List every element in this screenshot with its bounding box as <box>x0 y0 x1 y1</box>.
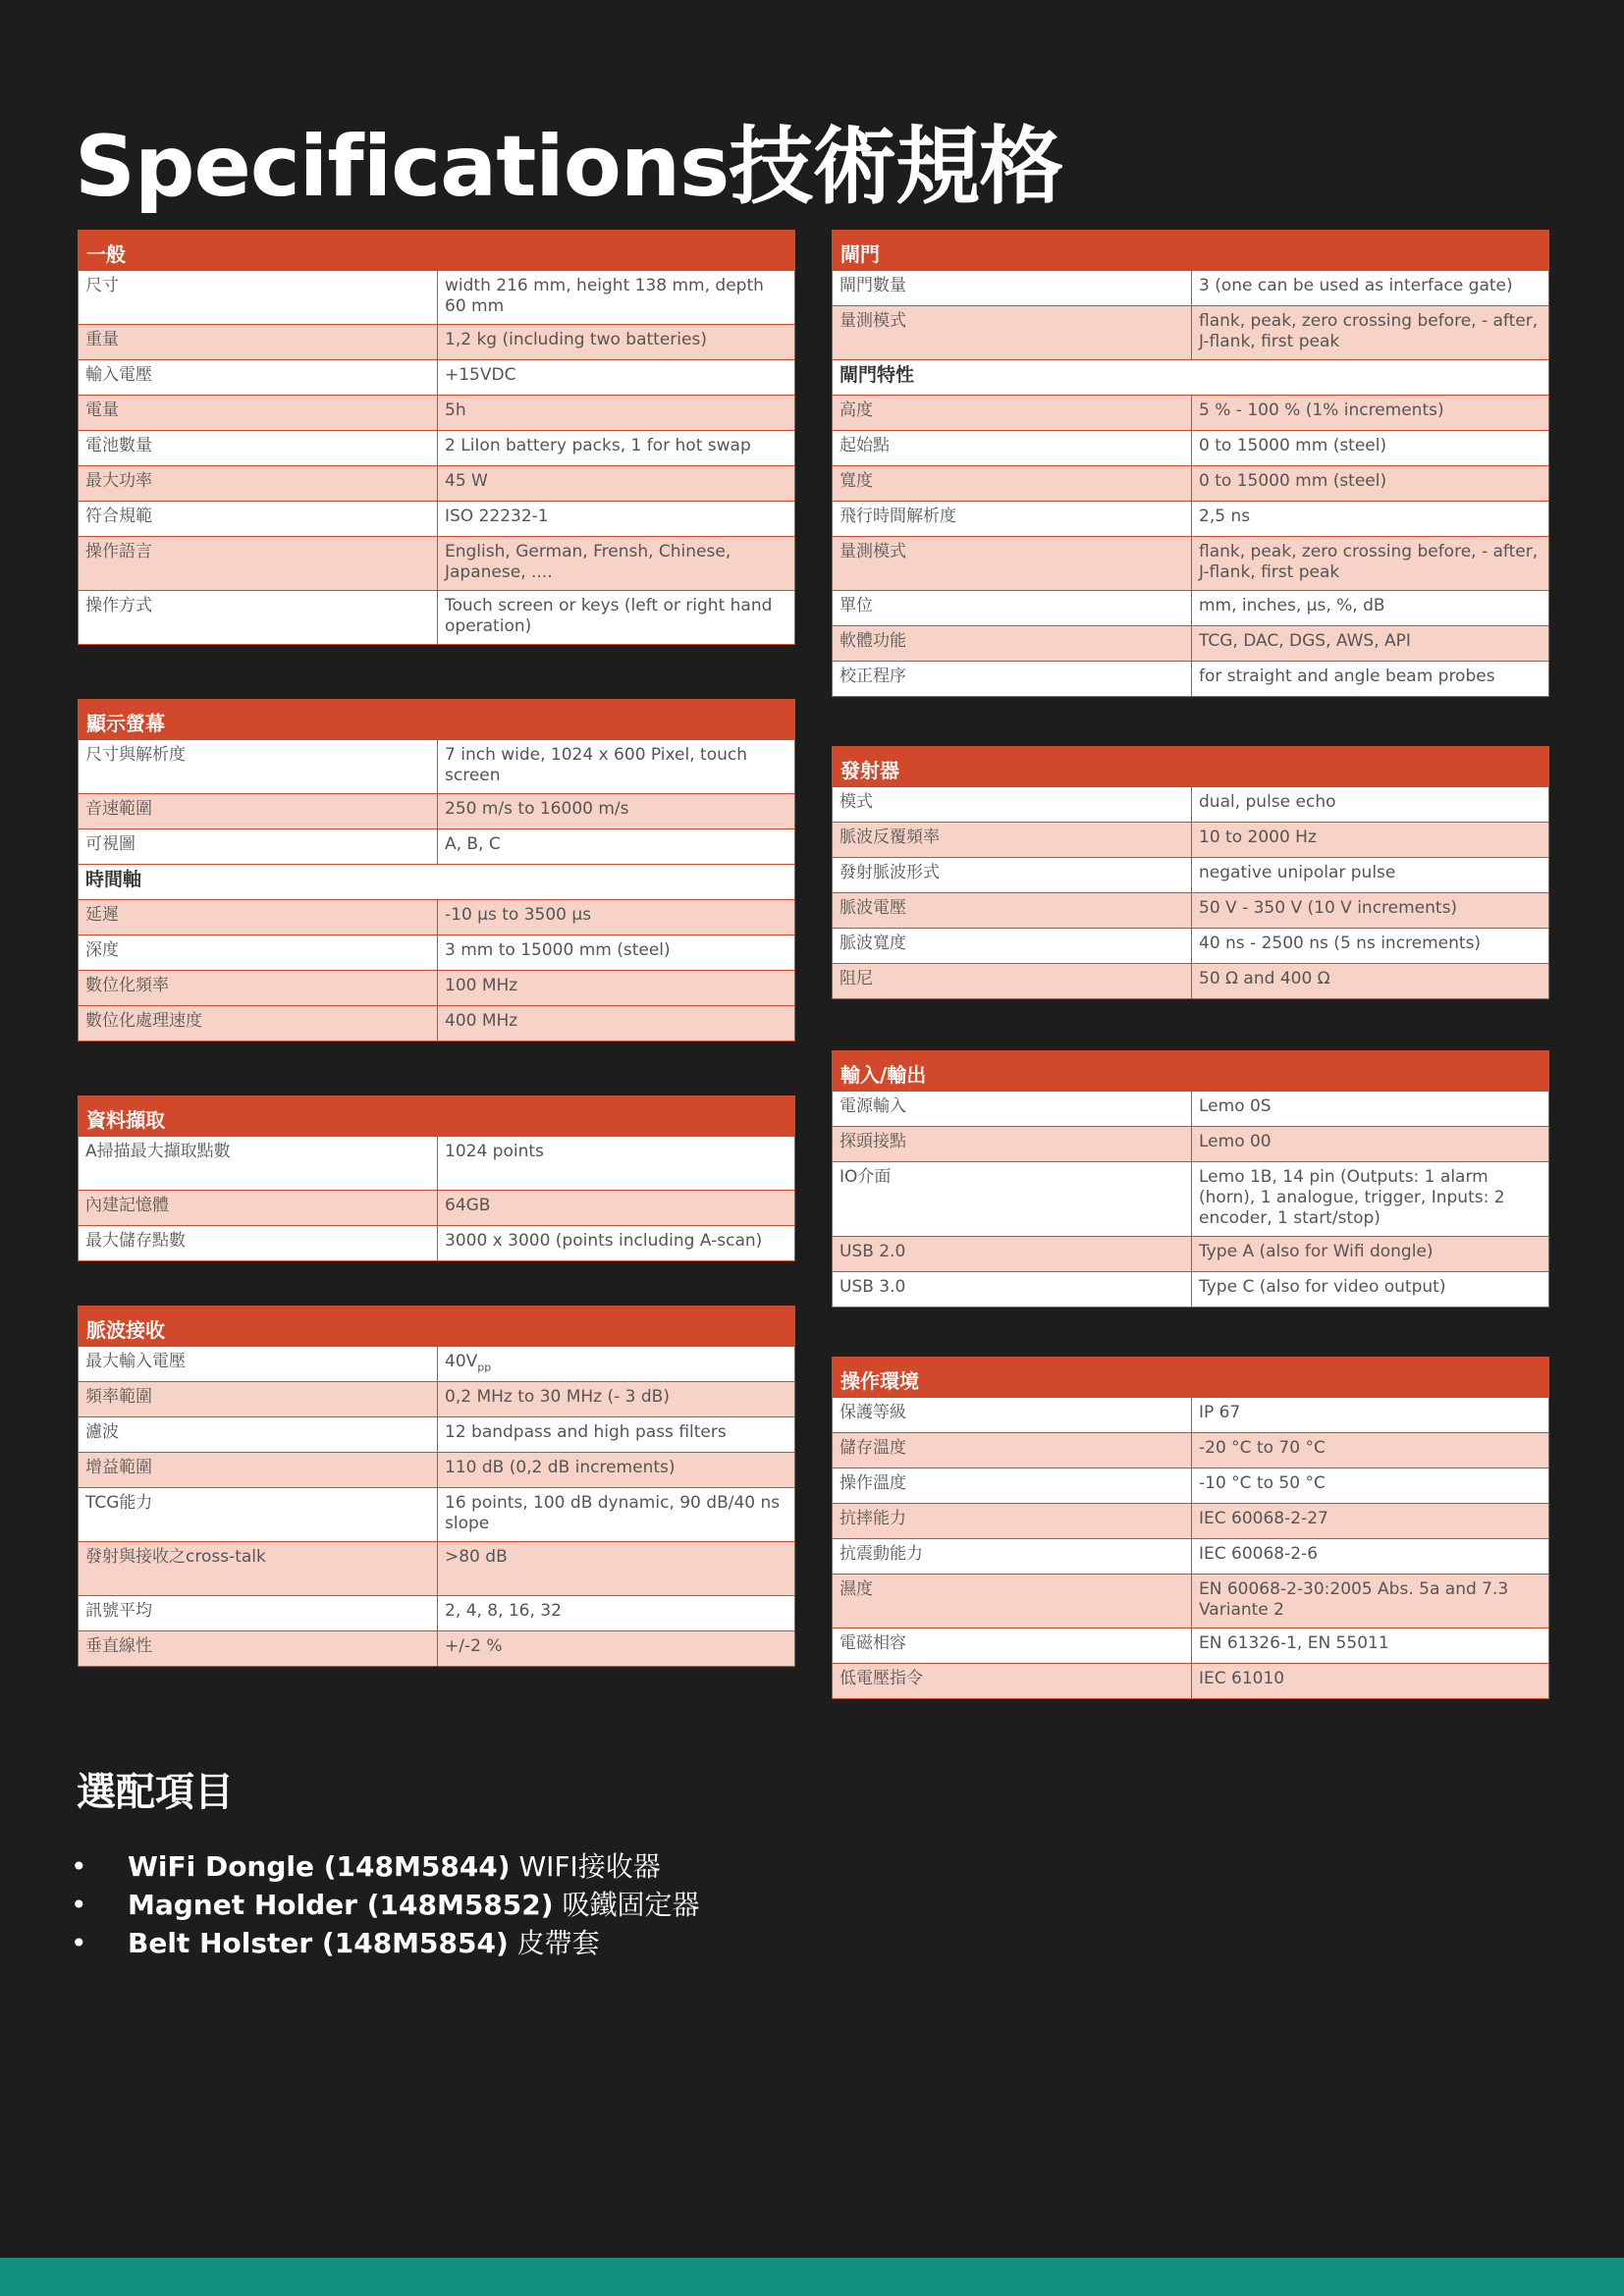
spec-label: 抗震動能力 <box>833 1539 1192 1575</box>
spec-label: 校正程序 <box>833 662 1192 697</box>
spec-value: Type A (also for Wifi dongle) <box>1192 1237 1549 1272</box>
max-input-value: 40V <box>445 1352 478 1371</box>
table-row <box>833 1629 1549 1664</box>
option-name: Magnet Holder (148M5852) <box>128 1889 554 1921</box>
spec-label: USB 2.0 <box>833 1237 1192 1272</box>
table-row <box>79 971 795 1006</box>
spec-label: 電池數量 <box>79 431 438 466</box>
table-row <box>833 502 1549 537</box>
spec-value: dual, pulse echo <box>1192 787 1549 823</box>
table-row <box>833 964 1549 999</box>
spec-value: ISO 22232-1 <box>438 502 795 537</box>
spec-label: IO介面 <box>833 1162 1192 1237</box>
table-row <box>833 396 1549 431</box>
spec-label: 增益範圍 <box>79 1453 438 1488</box>
table-title: 閘門 <box>833 231 1549 271</box>
table-row <box>833 626 1549 662</box>
table-subheader <box>79 865 795 900</box>
spec-value: 1,2 kg (including two batteries) <box>438 325 795 360</box>
table-row <box>833 1092 1549 1127</box>
table-row <box>79 740 795 794</box>
spec-value: 3 (one can be used as interface gate) <box>1192 271 1549 306</box>
acquisition-spec-table <box>78 1095 795 1261</box>
spec-value: 5h <box>438 396 795 431</box>
spec-label: 操作溫度 <box>833 1468 1192 1504</box>
spec-label: 脈波電壓 <box>833 893 1192 929</box>
table-row <box>833 787 1549 823</box>
spec-value: EN 61326-1, EN 55011 <box>1192 1629 1549 1664</box>
spec-value: 0 to 15000 mm (steel) <box>1192 466 1549 502</box>
spec-label: 量測模式 <box>833 537 1192 591</box>
spec-value: 50 V - 350 V (10 V increments) <box>1192 893 1549 929</box>
spec-label: 飛行時間解析度 <box>833 502 1192 537</box>
spec-value: 3 mm to 15000 mm (steel) <box>438 935 795 971</box>
table-row <box>79 1631 795 1667</box>
subheader-label: 時間軸 <box>79 865 795 900</box>
spec-label: 操作方式 <box>79 591 438 645</box>
spec-value: Lemo 1B, 14 pin (Outputs: 1 alarm (horn), 1 analogue, trigger, Inputs: 2 encoder, 1 start/stop) <box>1192 1162 1549 1237</box>
option-desc: 皮帶套 <box>516 1927 600 1959</box>
table-row <box>79 1417 795 1453</box>
table-title: 操作環境 <box>833 1358 1549 1398</box>
spec-value: -10 °C to 50 °C <box>1192 1468 1549 1504</box>
spec-label: TCG能力 <box>79 1488 438 1542</box>
spec-label: 脈波寬度 <box>833 929 1192 964</box>
spec-label: 發射脈波形式 <box>833 858 1192 893</box>
spec-label: 操作語言 <box>79 537 438 591</box>
table-row <box>79 591 795 645</box>
spec-label: 軟體功能 <box>833 626 1192 662</box>
spec-label: 頻率範圍 <box>79 1382 438 1417</box>
spec-label: 寬度 <box>833 466 1192 502</box>
table-row <box>79 1347 795 1382</box>
spec-value: 10 to 2000 Hz <box>1192 823 1549 858</box>
table-title: 發射器 <box>833 747 1549 787</box>
spec-label: 垂直線性 <box>79 1631 438 1667</box>
table-row <box>833 1504 1549 1539</box>
spec-label: 可視圖 <box>79 829 438 865</box>
option-name: WiFi Dongle (148M5844) <box>128 1850 511 1883</box>
bullet-icon: • <box>71 1889 87 1921</box>
spec-label: 高度 <box>833 396 1192 431</box>
spec-value: 400 MHz <box>438 1006 795 1041</box>
spec-label: 濾波 <box>79 1417 438 1453</box>
spec-label: 延遲 <box>79 900 438 935</box>
table-row <box>79 431 795 466</box>
spec-label: 最大功率 <box>79 466 438 502</box>
spec-value: 2 LiIon battery packs, 1 for hot swap <box>438 431 795 466</box>
table-row <box>79 396 795 431</box>
spec-label: 閘門數量 <box>833 271 1192 306</box>
table-title: 顯示螢幕 <box>79 700 795 740</box>
table-row <box>79 1191 795 1226</box>
spec-value <box>438 1347 795 1382</box>
spec-label: 電源輸入 <box>833 1092 1192 1127</box>
spec-label: 電磁相容 <box>833 1629 1192 1664</box>
table-row <box>833 537 1549 591</box>
table-row <box>833 1237 1549 1272</box>
table-row <box>79 1382 795 1417</box>
spec-label: 內建記憶體 <box>79 1191 438 1226</box>
spec-value: for straight and angle beam probes <box>1192 662 1549 697</box>
spec-value: English, German, Frensh, Chinese, Japanese, .... <box>438 537 795 591</box>
subheader-label: 閘門特性 <box>833 360 1549 396</box>
table-row <box>833 929 1549 964</box>
spec-label: 符合規範 <box>79 502 438 537</box>
table-row <box>79 360 795 396</box>
spec-label: 輸入電壓 <box>79 360 438 396</box>
table-row <box>833 1575 1549 1629</box>
table-row <box>833 591 1549 626</box>
spec-value: Lemo 0S <box>1192 1092 1549 1127</box>
page-title: Specifications技術規格 <box>75 118 1063 216</box>
spec-value: >80 dB <box>438 1542 795 1596</box>
receiver-spec-table <box>78 1306 795 1667</box>
table-row <box>833 466 1549 502</box>
bullet-icon: • <box>71 1850 87 1883</box>
table-row <box>833 1398 1549 1433</box>
gates-spec-table <box>832 230 1549 697</box>
list-item <box>71 1847 699 1886</box>
table-row <box>833 1127 1549 1162</box>
spec-label: 保護等級 <box>833 1398 1192 1433</box>
spec-label: 探頭接點 <box>833 1127 1192 1162</box>
spec-label: 低電壓指令 <box>833 1664 1192 1699</box>
option-desc: WIFI接收器 <box>518 1850 661 1883</box>
table-row <box>79 1453 795 1488</box>
spec-label: USB 3.0 <box>833 1272 1192 1308</box>
spec-value: Lemo 00 <box>1192 1127 1549 1162</box>
display-spec-table <box>78 699 795 1041</box>
table-row <box>79 1226 795 1261</box>
table-row <box>79 900 795 935</box>
spec-label: 電量 <box>79 396 438 431</box>
spec-label: 數位化處理速度 <box>79 1006 438 1041</box>
spec-value: IP 67 <box>1192 1398 1549 1433</box>
spec-value: negative unipolar pulse <box>1192 858 1549 893</box>
spec-value: 1024 points <box>438 1137 795 1191</box>
table-row <box>79 502 795 537</box>
spec-value: flank, peak, zero crossing before, - after, J-flank, first peak <box>1192 537 1549 591</box>
table-row <box>79 466 795 502</box>
spec-value: A, B, C <box>438 829 795 865</box>
option-desc: 吸鐵固定器 <box>562 1889 700 1921</box>
spec-value: Touch screen or keys (left or right hand operation) <box>438 591 795 645</box>
table-title: 一般 <box>79 231 795 271</box>
spec-label: 起始點 <box>833 431 1192 466</box>
table-title: 輸入/輸出 <box>833 1051 1549 1092</box>
spec-value: 110 dB (0,2 dB increments) <box>438 1453 795 1488</box>
spec-label: 儲存溫度 <box>833 1433 1192 1468</box>
footer-bar <box>0 2258 1624 2296</box>
spec-value: width 216 mm, height 138 mm, depth 60 mm <box>438 271 795 325</box>
spec-value: 40 ns - 2500 ns (5 ns increments) <box>1192 929 1549 964</box>
table-row <box>833 431 1549 466</box>
spec-value: EN 60068-2-30:2005 Abs. 5a and 7.3 Variante 2 <box>1192 1575 1549 1629</box>
table-row <box>79 935 795 971</box>
table-row <box>79 271 795 325</box>
table-title: 脈波接收 <box>79 1307 795 1347</box>
value-subscript: pp <box>477 1361 492 1374</box>
spec-label: 濕度 <box>833 1575 1192 1629</box>
spec-label: 深度 <box>79 935 438 971</box>
spec-label: 發射與接收之cross-talk <box>79 1542 438 1596</box>
spec-value: 50 Ω and 400 Ω <box>1192 964 1549 999</box>
table-subheader <box>833 360 1549 396</box>
spec-value: TCG, DAC, DGS, AWS, API <box>1192 626 1549 662</box>
environment-spec-table <box>832 1357 1549 1699</box>
table-row <box>833 858 1549 893</box>
table-row <box>79 1542 795 1596</box>
table-row <box>833 662 1549 697</box>
spec-value: -10 µs to 3500 µs <box>438 900 795 935</box>
options-list <box>71 1847 699 1962</box>
spec-label: 訊號平均 <box>79 1596 438 1631</box>
general-spec-table <box>78 230 795 645</box>
spec-label: 阻尼 <box>833 964 1192 999</box>
spec-value: 0,2 MHz to 30 MHz (- 3 dB) <box>438 1382 795 1417</box>
spec-value: 16 points, 100 dB dynamic, 90 dB/40 ns slope <box>438 1488 795 1542</box>
spec-value: +15VDC <box>438 360 795 396</box>
table-row <box>833 1664 1549 1699</box>
spec-value: -20 °C to 70 °C <box>1192 1433 1549 1468</box>
spec-label: 抗摔能力 <box>833 1504 1192 1539</box>
spec-label: 尺寸與解析度 <box>79 740 438 794</box>
spec-value: 0 to 15000 mm (steel) <box>1192 431 1549 466</box>
spec-value: 3000 x 3000 (points including A-scan) <box>438 1226 795 1261</box>
spec-value: flank, peak, zero crossing before, - after, J-flank, first peak <box>1192 306 1549 360</box>
list-item <box>71 1924 699 1962</box>
table-row <box>79 1137 795 1191</box>
table-row <box>833 893 1549 929</box>
spec-value: 7 inch wide, 1024 x 600 Pixel, touch screen <box>438 740 795 794</box>
table-row <box>79 1006 795 1041</box>
spec-label: 模式 <box>833 787 1192 823</box>
table-row <box>833 1162 1549 1237</box>
spec-label: 尺寸 <box>79 271 438 325</box>
table-row <box>79 794 795 829</box>
spec-value: 100 MHz <box>438 971 795 1006</box>
table-row <box>79 1596 795 1631</box>
spec-label: 單位 <box>833 591 1192 626</box>
spec-value: 2, 4, 8, 16, 32 <box>438 1596 795 1631</box>
options-title: 選配項目 <box>77 1770 234 1815</box>
spec-label: 重量 <box>79 325 438 360</box>
spec-value: IEC 60068-2-6 <box>1192 1539 1549 1575</box>
table-row <box>833 1272 1549 1308</box>
pulser-spec-table <box>832 746 1549 999</box>
io-spec-table <box>832 1050 1549 1308</box>
table-row <box>79 537 795 591</box>
spec-value: 250 m/s to 16000 m/s <box>438 794 795 829</box>
table-row <box>833 1539 1549 1575</box>
spec-value: 12 bandpass and high pass filters <box>438 1417 795 1453</box>
spec-label: 量測模式 <box>833 306 1192 360</box>
table-row <box>79 1488 795 1542</box>
spec-label: 最大儲存點數 <box>79 1226 438 1261</box>
spec-value: +/-2 % <box>438 1631 795 1667</box>
spec-value: 45 W <box>438 466 795 502</box>
table-row <box>833 1433 1549 1468</box>
spec-label: 脈波反覆頻率 <box>833 823 1192 858</box>
table-title: 資料擷取 <box>79 1096 795 1137</box>
table-row <box>833 271 1549 306</box>
table-row <box>833 1468 1549 1504</box>
spec-label: 最大輸入電壓 <box>79 1347 438 1382</box>
spec-label: 音速範圍 <box>79 794 438 829</box>
table-row <box>833 306 1549 360</box>
bullet-icon: • <box>71 1927 87 1959</box>
spec-value: IEC 61010 <box>1192 1664 1549 1699</box>
spec-value: 64GB <box>438 1191 795 1226</box>
spec-label: 數位化頻率 <box>79 971 438 1006</box>
spec-value: 2,5 ns <box>1192 502 1549 537</box>
spec-value: 5 % - 100 % (1% increments) <box>1192 396 1549 431</box>
list-item <box>71 1886 699 1924</box>
spec-value: IEC 60068-2-27 <box>1192 1504 1549 1539</box>
spec-label: A掃描最大擷取點數 <box>79 1137 438 1191</box>
spec-value: Type C (also for video output) <box>1192 1272 1549 1308</box>
table-row <box>833 823 1549 858</box>
option-name: Belt Holster (148M5854) <box>128 1927 509 1959</box>
table-row <box>79 829 795 865</box>
spec-value: mm, inches, µs, %, dB <box>1192 591 1549 626</box>
table-row <box>79 325 795 360</box>
